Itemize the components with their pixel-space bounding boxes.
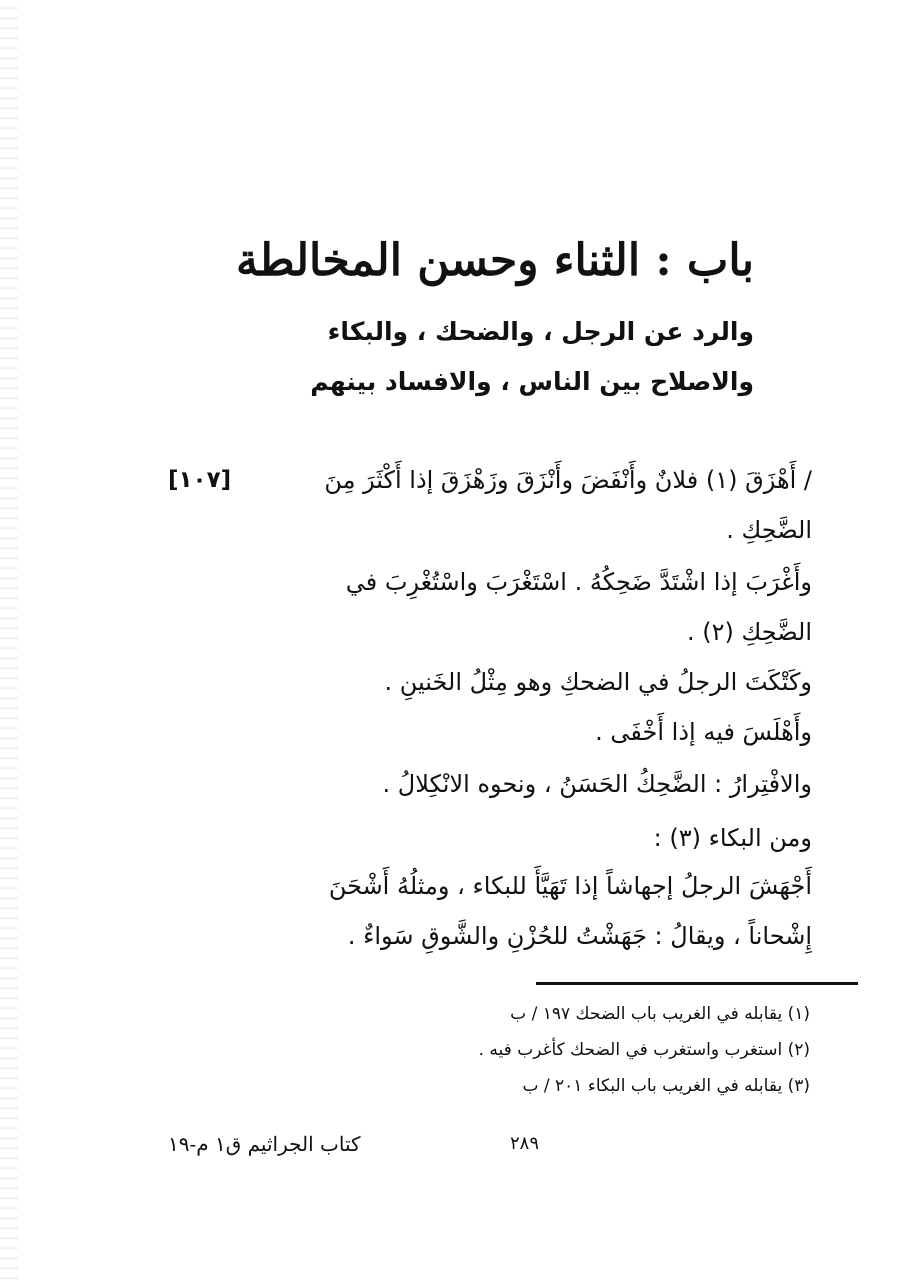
body-line-9: أَجْهَشَ الرجلُ إجهاشاً إذا تَهَيَّأَ للبكاء ، ومثلُهُ أَشْحَنَ	[328, 872, 812, 900]
body-line-2: الضَّحِكِ .	[726, 516, 812, 544]
body-line-8: ومن البكاء (٣) :	[653, 824, 812, 852]
body-line-4: الضَّحِكِ (٢) .	[686, 618, 812, 646]
body-line-5: وكَتْكَتَ الرجلُ في الضحكِ وهو مِثْلُ الخَنينِ .	[384, 668, 812, 696]
body-line-1-row	[168, 460, 812, 504]
book-signature: كتاب الجراثيم ق١ م-١٩	[168, 1132, 361, 1156]
footnote-2: (٢) استغرب واستغرب في الضحك كأغرب فيه .	[478, 1040, 810, 1060]
chapter-subtitle-line1: والرد عن الرجل ، والضحك ، والبكاء	[327, 317, 754, 346]
body-line-7: والافْتِرارُ : الضَّحِكُ الحَسَنُ ، ونحوه الانْكِلالُ .	[382, 770, 812, 798]
chapter-title: باب : الثناء وحسن المخالطة	[235, 235, 754, 286]
margin-folio-reference: [١٠٧]	[168, 467, 232, 493]
footnote-separator	[536, 982, 858, 985]
body-line-3: وأَغْرَبَ إذا اشْتَدَّ ضَحِكُهُ . اسْتَغْرَبَ واسْتُغْرِبَ في	[345, 568, 812, 596]
footnote-3: (٣) يقابله في الغريب باب البكاء ٢٠١ / ب	[522, 1076, 810, 1096]
body-line-10: إِشْحاناً ، ويقالُ : جَهَشْتُ للحُزْنِ والشَّوقِ سَواءٌ .	[347, 922, 812, 950]
body-line-6: وأَهْلَسَ فيه إذا أَخْفَى .	[595, 718, 812, 746]
footnote-1: (١) يقابله في الغريب باب الضحك ١٩٧ / ب	[510, 1004, 810, 1024]
page-number: ٢٨٩	[510, 1133, 540, 1154]
scan-edge	[0, 0, 18, 1287]
chapter-subtitle-line2: والاصلاح بين الناس ، والافساد بينهم	[310, 367, 754, 396]
body-line-1: / أَهْزَقَ (١) فلانٌ وأَنْفَضَ وأَنْزَقَ وزَهْزَقَ إذا أَكْثَرَ مِنَ	[324, 466, 812, 494]
